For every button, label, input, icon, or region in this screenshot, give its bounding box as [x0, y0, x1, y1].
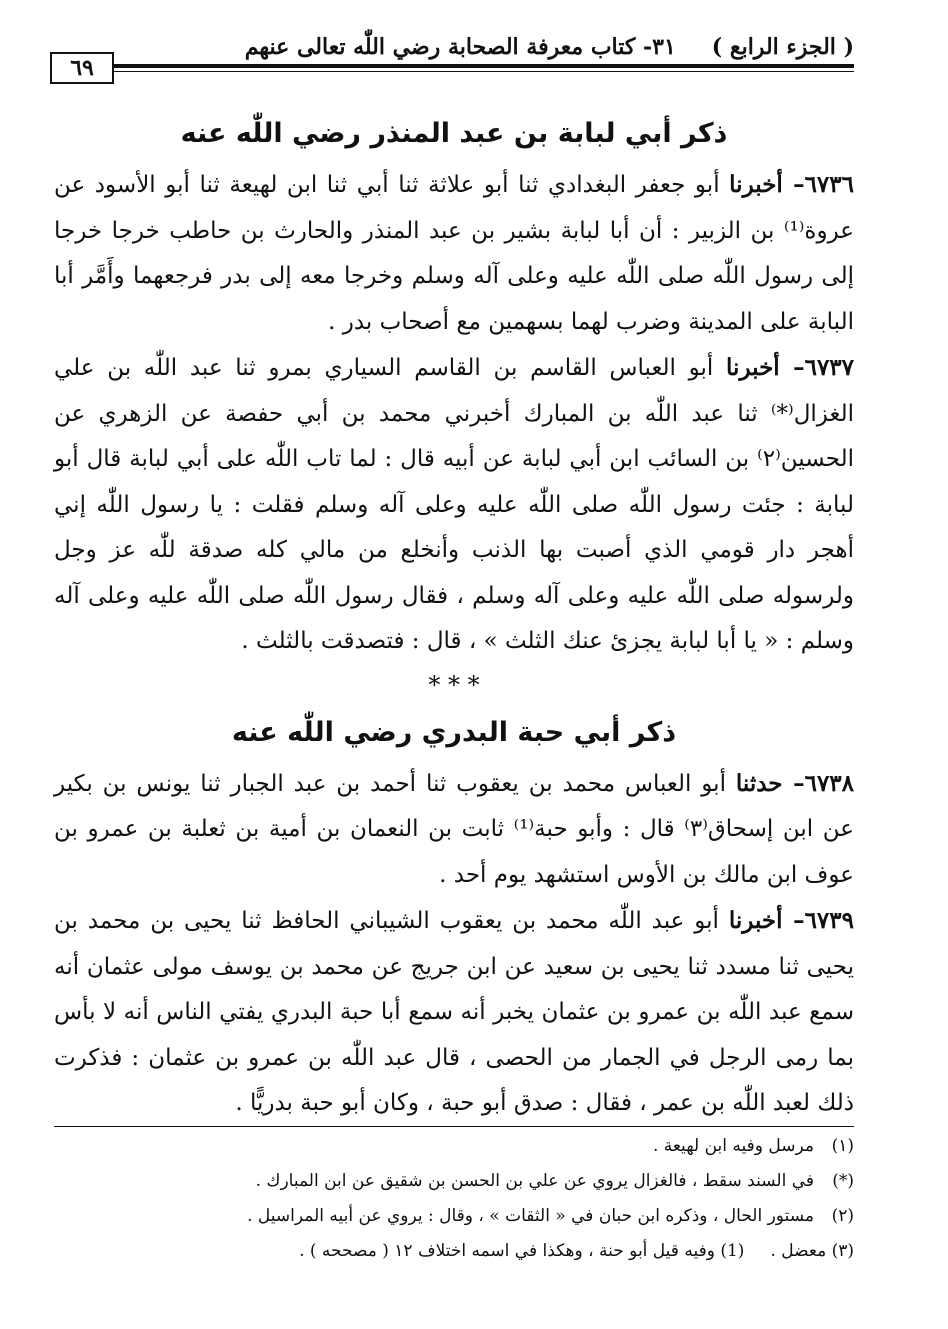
footnote-mark: (٢): [831, 1206, 854, 1226]
footnote-text: مستور الحال ، وذكره ابن حبان في « الثقات » ، وقال : يروي عن أبيه المراسيل .: [247, 1206, 814, 1226]
hadith-lead: أخبرنا: [726, 354, 780, 381]
hadith-lead: حدثنا: [735, 769, 783, 797]
footnote-group: [299, 1234, 744, 1269]
footnote-text: وفيه قيل أبو حنة ، وهكذا في اسمه اختلاف ١٢ ( مصححه ) .: [299, 1241, 715, 1261]
chapter-title: ٣١- كتاب معرفة الصحابة رضي اللّٰه تعالى عنهم: [244, 34, 676, 60]
hadith-dash: –: [779, 354, 805, 381]
footnote-mark: (*): [832, 1171, 854, 1191]
hadith-lead: أخبرنا: [728, 907, 783, 934]
footnotes: [54, 1126, 854, 1269]
footnote-text: في السند سقط ، فالغزال يروي عن علي بن الحسن بن شقيق عن ابن المبارك .: [255, 1171, 814, 1191]
hadith-entry: [54, 162, 854, 345]
hadith-number: ٦٧٣٩: [804, 907, 854, 934]
footnote: [54, 1164, 854, 1199]
hadith-text: أبو العباس القاسم بن القاسم السياري بمرو ثنا عبد اللّٰه بن علي الغزال⁽*⁾ ثنا عبد اللّٰه بن المبارك أخبرني محمد بن أبي حفصة عن الزهري عن الحسين⁽٢⁾ بن السائب ابن أبي لبابة عن أبيه قال : لما تاب اللّٰه على أبي لبابة قال أبو لبابة : جئت رسول اللّٰه صلى اللّٰه عليه وعلى آله وسلم فقلت : يا رسول اللّٰه إني أهجر دار قومي الذي أصبت بها الذنب وأنخلع من مالي كله صدقة للّٰه عز وجل ولرسوله صلى اللّٰه عليه وعلى آله وسلم ، فقال رسول اللّٰه صلى اللّٰه عليه وعلى آله وسلم : « يا أبا لبابة يجزئ عنك الثلث » ، قال : فتصدقت بالثلث .: [54, 355, 854, 654]
footnote: [54, 1199, 854, 1234]
header-rule-thin: [114, 71, 854, 72]
hadith-text: أبو جعفر البغدادي ثنا أبو علاثة ثنا أبي ثنا ابن لهيعة ثنا أبو الأسود عن عروة⁽¹⁾ بن الزبير : أن أبا لبابة بشير بن عبد المنذر والحارث بن حاطب خرجا خرجا إلى رسول اللّٰه صلى اللّٰه عليه وعلى آله وسلم وخرجا معه إلى بدر فرجعهما وأَمَّر أبا البابة على المدينة وضرب لهما بسهمين مع أصحاب بدر .: [54, 172, 854, 335]
page-number: ٦٩: [50, 52, 114, 84]
section-separator: * * *: [428, 670, 480, 699]
hadith-number: ٦٧٣٧: [804, 354, 855, 381]
hadith-text: أبو العباس محمد بن يعقوب ثنا أحمد بن عبد الجبار ثنا يونس بن بكير عن ابن إسحاق⁽٣⁾ قال : وأبو حبة⁽¹⁾ ثابت بن النعمان بن أمية بن ثعلبة بن عمرو بن عوف ابن مالك بن الأوس استشهد يوم أحد .: [54, 770, 854, 888]
hadith-entry: [54, 898, 854, 1127]
hadith-number: ٦٧٣٨: [804, 769, 855, 797]
footnote-text: معضل .: [770, 1241, 827, 1261]
hadith-dash: –: [782, 171, 805, 198]
footnote: [54, 1129, 854, 1164]
running-header: [50, 26, 854, 60]
footnote-mark: (١): [831, 1136, 854, 1156]
hadith-text: أبو عبد اللّٰه محمد بن يعقوب الشيباني الحافظ ثنا يحيى بن محمد بن يحيى ثنا مسدد ثنا يحيى بن سعيد عن ابن جريج عن محمد بن يوسف مولى عثمان أنه سمع عبد اللّٰه بن عمرو بن عثمان يخبر أنه سمع أبا حبة البدري يفتي الناس أنه لا بأس بما رمى الرجل في الجمار من الحصى ، قال عبد اللّٰه بن عمرو بن عثمان : فذكرت ذلك لعبد اللّٰه بن عمر ، فقال : صدق أبو حبة ، وكان أبو حبة بدريًّا .: [54, 908, 854, 1116]
hadith-dash: –: [782, 907, 805, 934]
section-title: ذكر أبي لبابة بن عبد المنذر رضي اللّٰه عنه: [180, 118, 728, 149]
hadith-lead: أخبرنا: [729, 171, 783, 198]
hadith-entry: [54, 761, 854, 899]
hadith-number: ٦٧٣٦: [804, 171, 854, 198]
footnote-group: [770, 1234, 854, 1269]
page-body: [54, 106, 854, 1127]
footnote-text: مرسل وفيه ابن لهيعة .: [652, 1136, 814, 1156]
section-title: ذكر أبي حبة البدري رضي اللّٰه عنه: [231, 716, 677, 748]
footnote: [54, 1234, 854, 1269]
footnote-mark: (٣): [831, 1241, 854, 1261]
volume-label: ( الجزء الرابع ): [711, 34, 854, 60]
hadith-dash: –: [782, 769, 805, 797]
hadith-entry: [54, 345, 854, 665]
footnote-mark: (1): [720, 1241, 745, 1261]
header-rule-thick: [114, 64, 854, 68]
